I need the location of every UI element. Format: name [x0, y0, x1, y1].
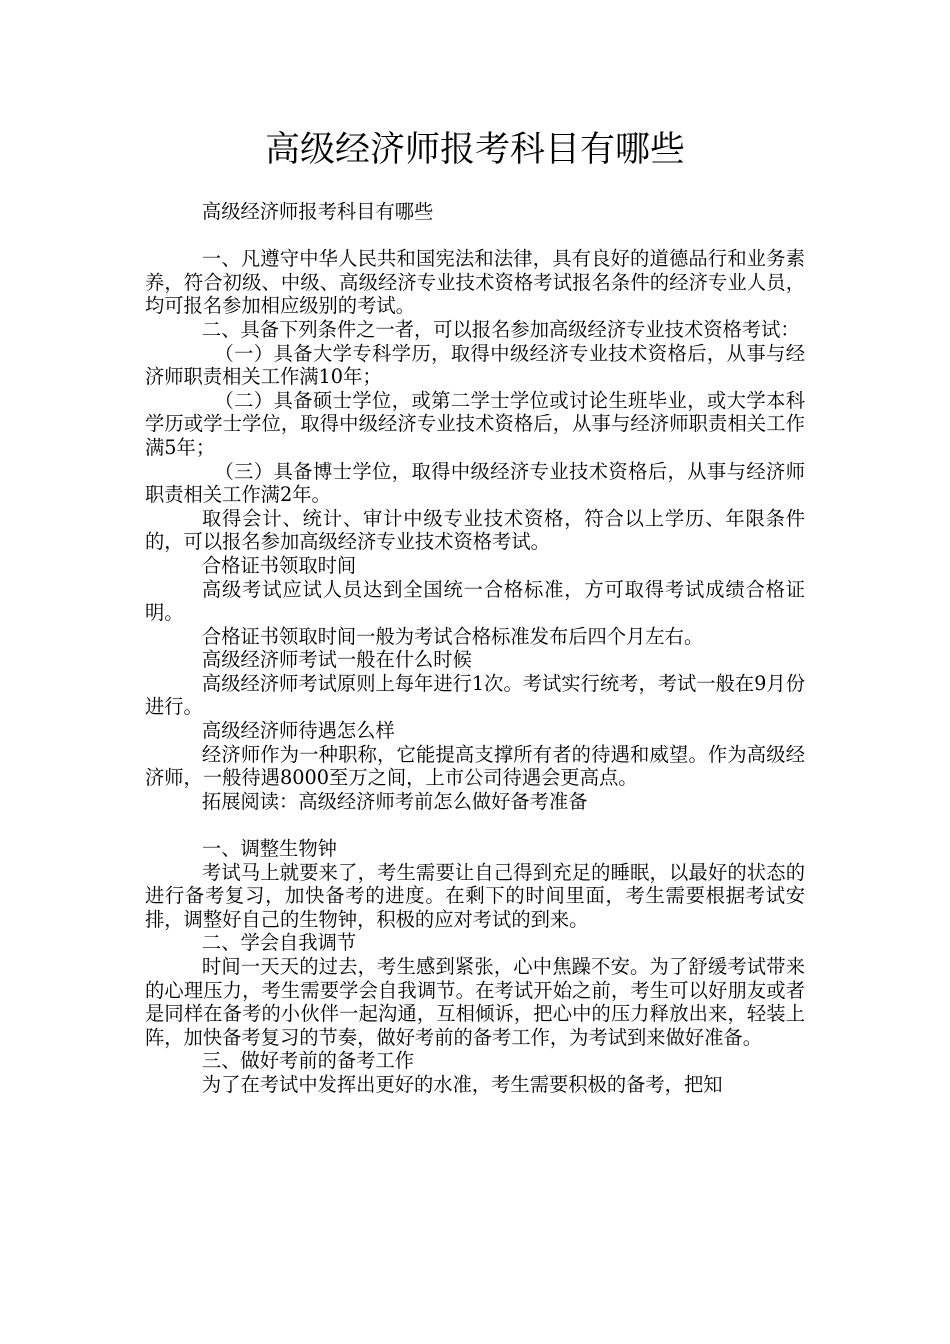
document-title: 高级经济师报考科目有哪些 — [264, 130, 685, 170]
paragraph: 经济师作为一种职称，它能提高支撑所有者的待遇和威望。作为高级经济师，一般待遇8000至万之间，上市公司待遇会更高点。 — [145, 742, 805, 790]
blank-line — [145, 224, 805, 248]
paragraph: （二）具备硕士学位，或第二学士学位或讨论生班毕业，或大学本科学历或学士学位，取得中级经济专业技术资格后，从事与经济师职责相关工作满5年； — [145, 388, 805, 459]
section-heading: 合格证书领取时间 — [201, 553, 357, 577]
paragraph: 高级经济师考试原则上每年进行1次。考试实行统考，考试一般在9月份进行。 — [145, 671, 805, 719]
paragraph: 为了在考试中发挥出更好的水准，考生需要积极的备考，把知 — [201, 1072, 723, 1096]
document-body — [145, 200, 805, 1097]
paragraph: 考试马上就要来了，考生需要让自己得到充足的睡眠，以最好的状态的进行备考复习，加快备考的进度。在剩下的时间里面，考生需要根据考试安排，调整好自己的生物钟，积极的应对考试的到来。 — [145, 860, 805, 931]
paragraph: 时间一天天的过去，考生感到紧张，心中焦躁不安。为了舒缓考试带来的心理压力，考生需要学会自我调节。在考试开始之前，考生可以好朋友或者是同样在备考的小伙伴一起沟通，互相倾诉，把心中的压力释放出来，轻装上阵，加快备考复习的节奏，做好考前的备考工作，为考试到来做好准备。 — [145, 955, 805, 1049]
section-heading: 一、调整生物钟 — [201, 837, 337, 861]
paragraph: 一、凡遵守中华人民共和国宪法和法律，具有良好的道德品行和业务素养，符合初级、中级、高级经济专业技术资格考试报名条件的经济专业人员，均可报名参加相应级别的考试。 — [145, 247, 805, 318]
section-heading: 三、做好考前的备考工作 — [201, 1049, 415, 1073]
section-heading: 高级经济师考试一般在什么时候 — [201, 648, 472, 672]
section-heading: 二、学会自我调节 — [201, 931, 357, 955]
paragraph: 二、具备下列条件之一者，可以报名参加高级经济专业技术资格考试： — [201, 317, 800, 341]
paragraph: 高级考试应试人员达到全国统一合格标准，方可取得考试成绩合格证明。 — [145, 577, 805, 625]
paragraph: （三）具备博士学位，取得中级经济专业技术资格后，从事与经济师职责相关工作满2年。 — [145, 459, 805, 507]
paragraph: 高级经济师报考科目有哪些 — [201, 200, 434, 223]
paragraph: 合格证书领取时间一般为考试合格标准发布后四个月左右。 — [201, 624, 704, 648]
blank-line — [145, 813, 805, 837]
section-heading: 高级经济师待遇怎么样 — [201, 719, 395, 743]
paragraph: （一）具备大学专科学历，取得中级经济专业技术资格后，从事与经济师职责相关工作满10年； — [145, 341, 805, 389]
paragraph: 取得会计、统计、审计中级专业技术资格，符合以上学历、年限条件的，可以报名参加高级经济专业技术资格考试。 — [145, 506, 805, 554]
section-heading: 拓展阅读：高级经济师考前怎么做好备考准备 — [201, 789, 588, 813]
